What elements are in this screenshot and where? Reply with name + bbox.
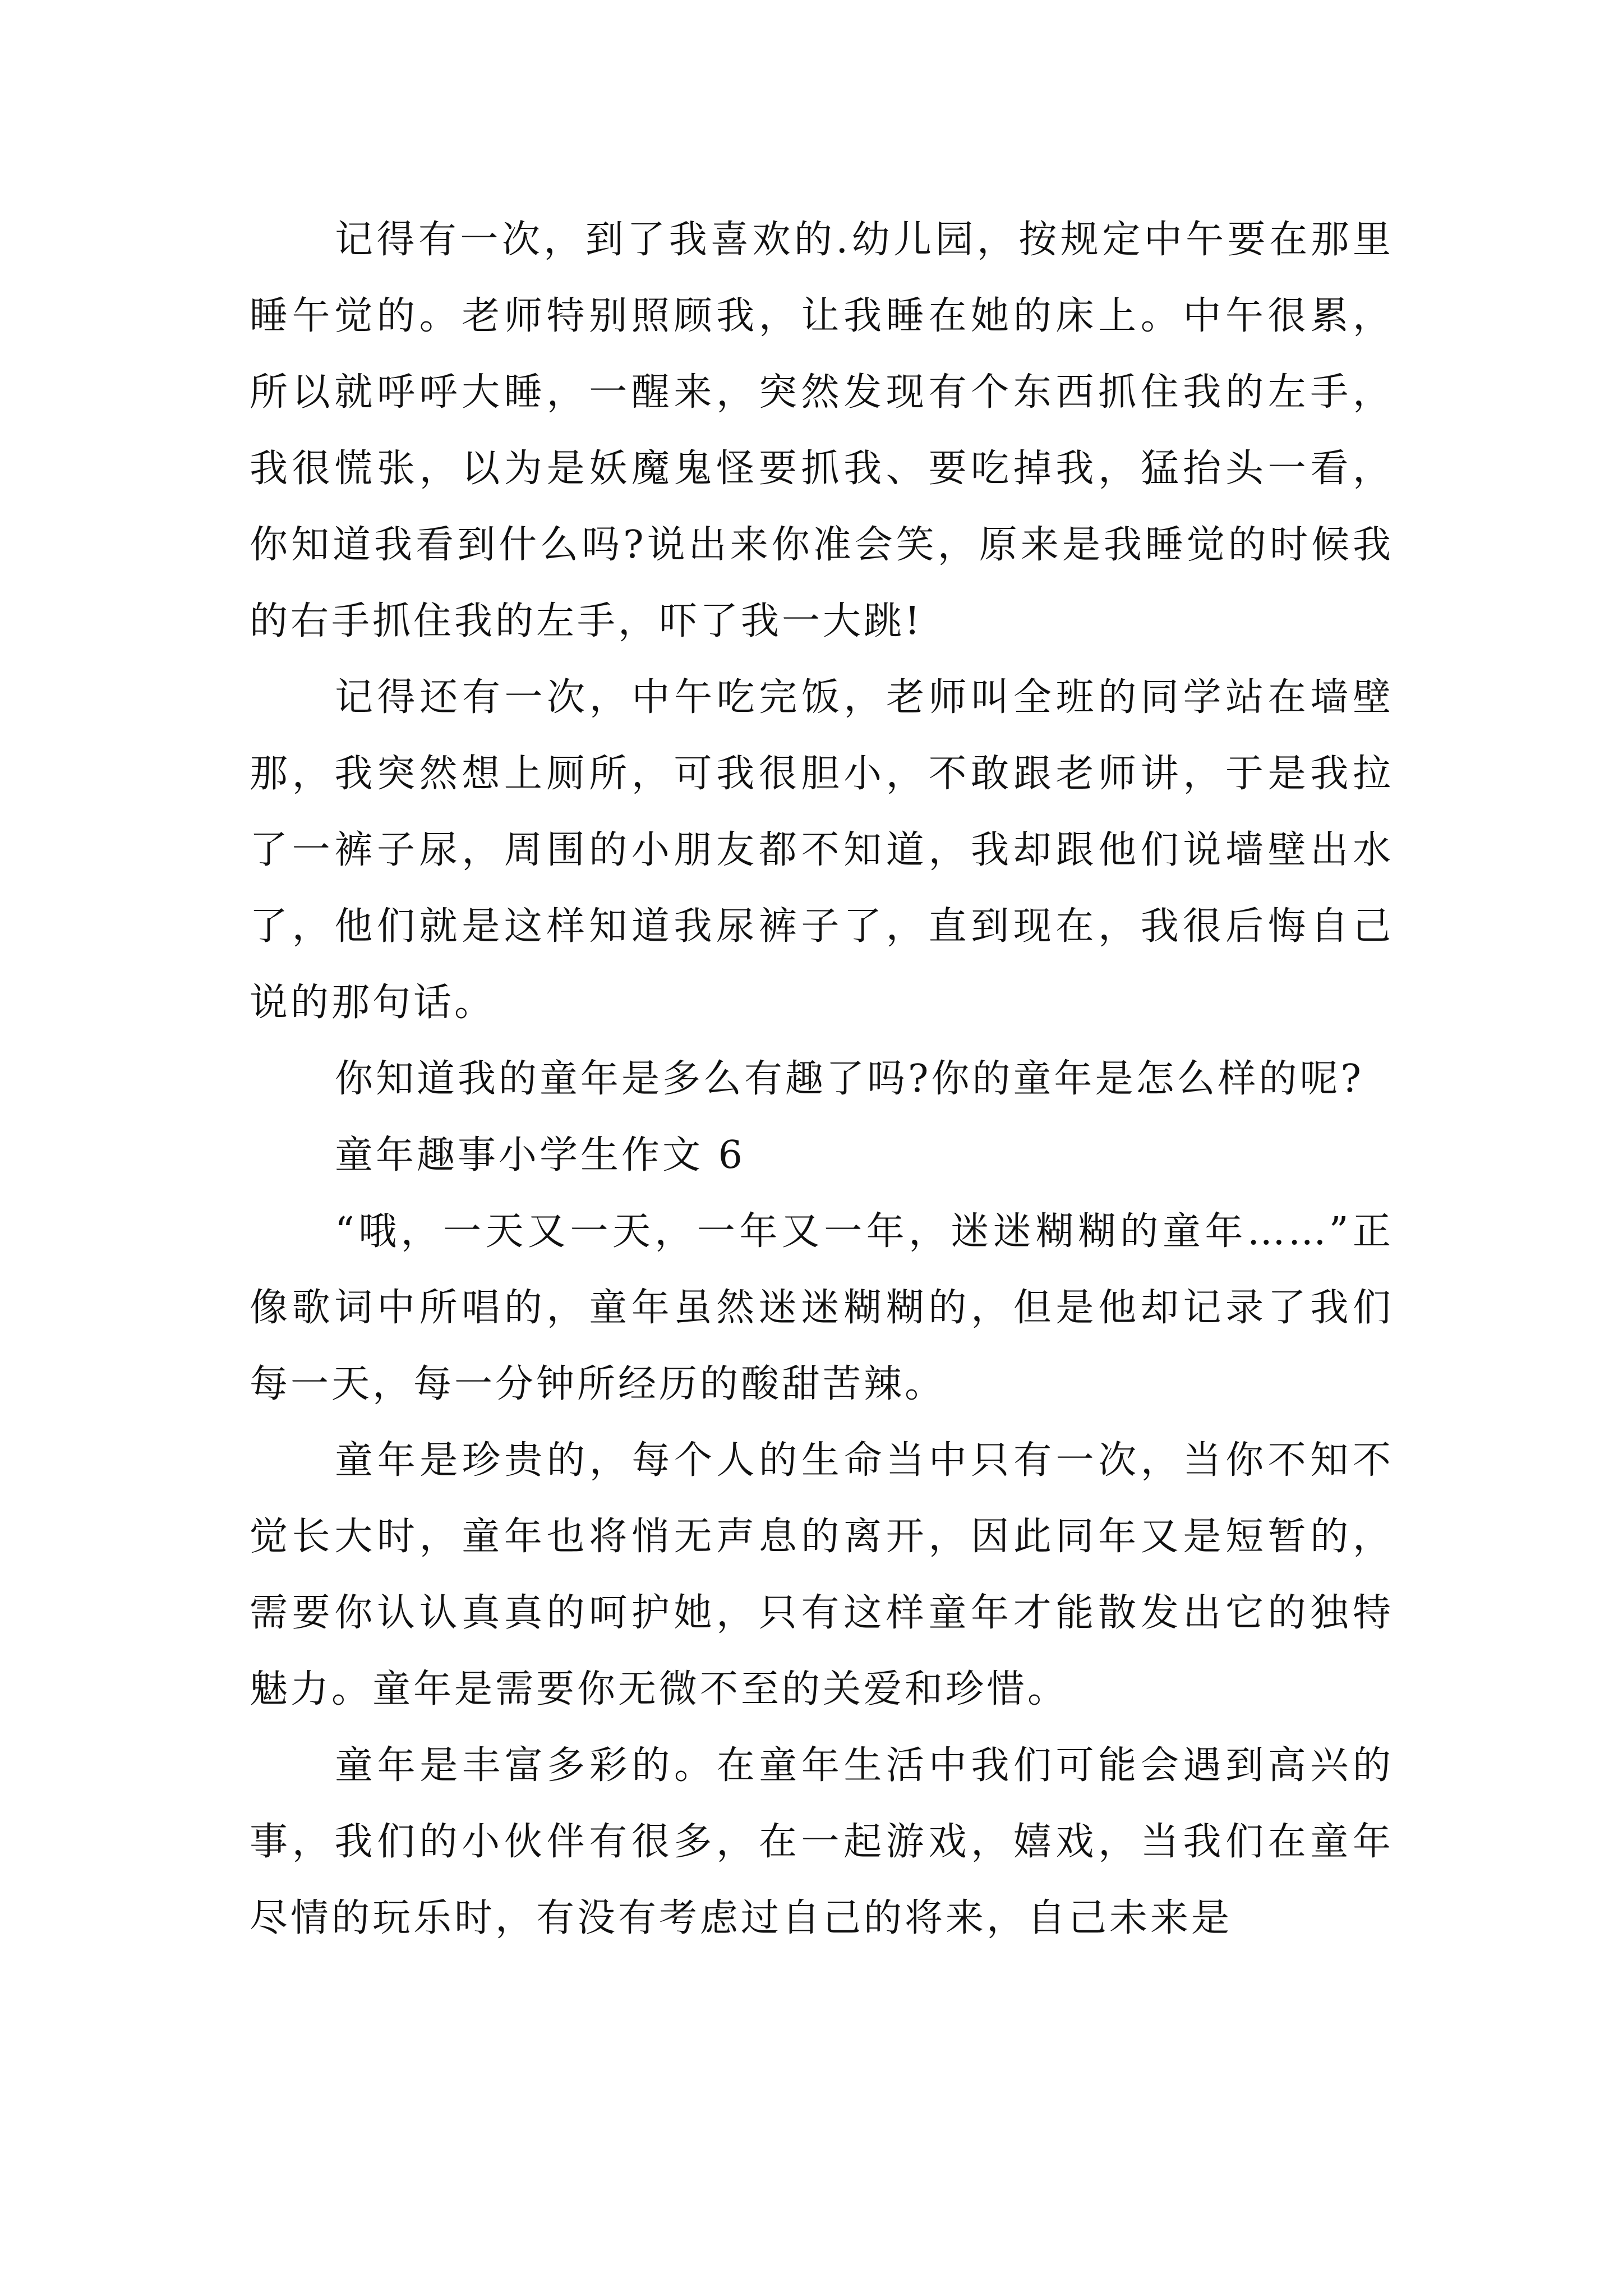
paragraph: 记得有一次，到了我喜欢的.幼儿园，按规定中午要在那里睡午觉的。老师特别照顾我，让我睡在她的床上。中午很累，所以就呼呼大睡，一醒来，突然发现有个东西抓住我的左手，我很慌张，以为是妖魔鬼怪要抓我、要吃掉我，猛抬头一看，你知道我看到什么吗?说出来你准会笑，原来是我睡觉的时候我的右手抓住我的左手，吓了我一大跳! <box>250 218 1394 643</box>
paragraph: 童年是丰富多彩的。在童年生活中我们可能会遇到高兴的事，我们的小伙伴有很多，在一起游戏，嬉戏，当我们在童年尽情的玩乐时，有没有考虑过自己的将来，自己未来是 <box>250 1743 1394 1940</box>
paragraph: “哦，一天又一天，一年又一年，迷迷糊糊的童年……”正像歌词中所唱的，童年虽然迷迷糊糊的，但是他却记录了我们每一天，每一分钟所经历的酸甜苦辣。 <box>250 1209 1394 1406</box>
paragraph: 你知道我的童年是多么有趣了吗?你的童年是怎么样的呢? <box>335 1057 1364 1101</box>
paragraph: 童年是珍贵的，每个人的生命当中只有一次，当你不知不觉长大时，童年也将悄无声息的离开，因此同年又是短暂的，需要你认认真真的呵护她，只有这样童年才能散发出它的独特魅力。童年是需要你无微不至的关爱和珍惜。 <box>250 1438 1394 1711</box>
document-body <box>250 202 1394 1957</box>
section-title: 童年趣事小学生作文 6 <box>335 1133 745 1177</box>
paragraph: 记得还有一次，中午吃完饭，老师叫全班的同学站在墙壁那，我突然想上厕所，可我很胆小，不敢跟老师讲，于是我拉了一裤子尿，周围的小朋友都不知道，我却跟他们说墙壁出水了，他们就是这样知道我尿裤子了，直到现在，我很后悔自己说的那句话。 <box>250 675 1394 1025</box>
